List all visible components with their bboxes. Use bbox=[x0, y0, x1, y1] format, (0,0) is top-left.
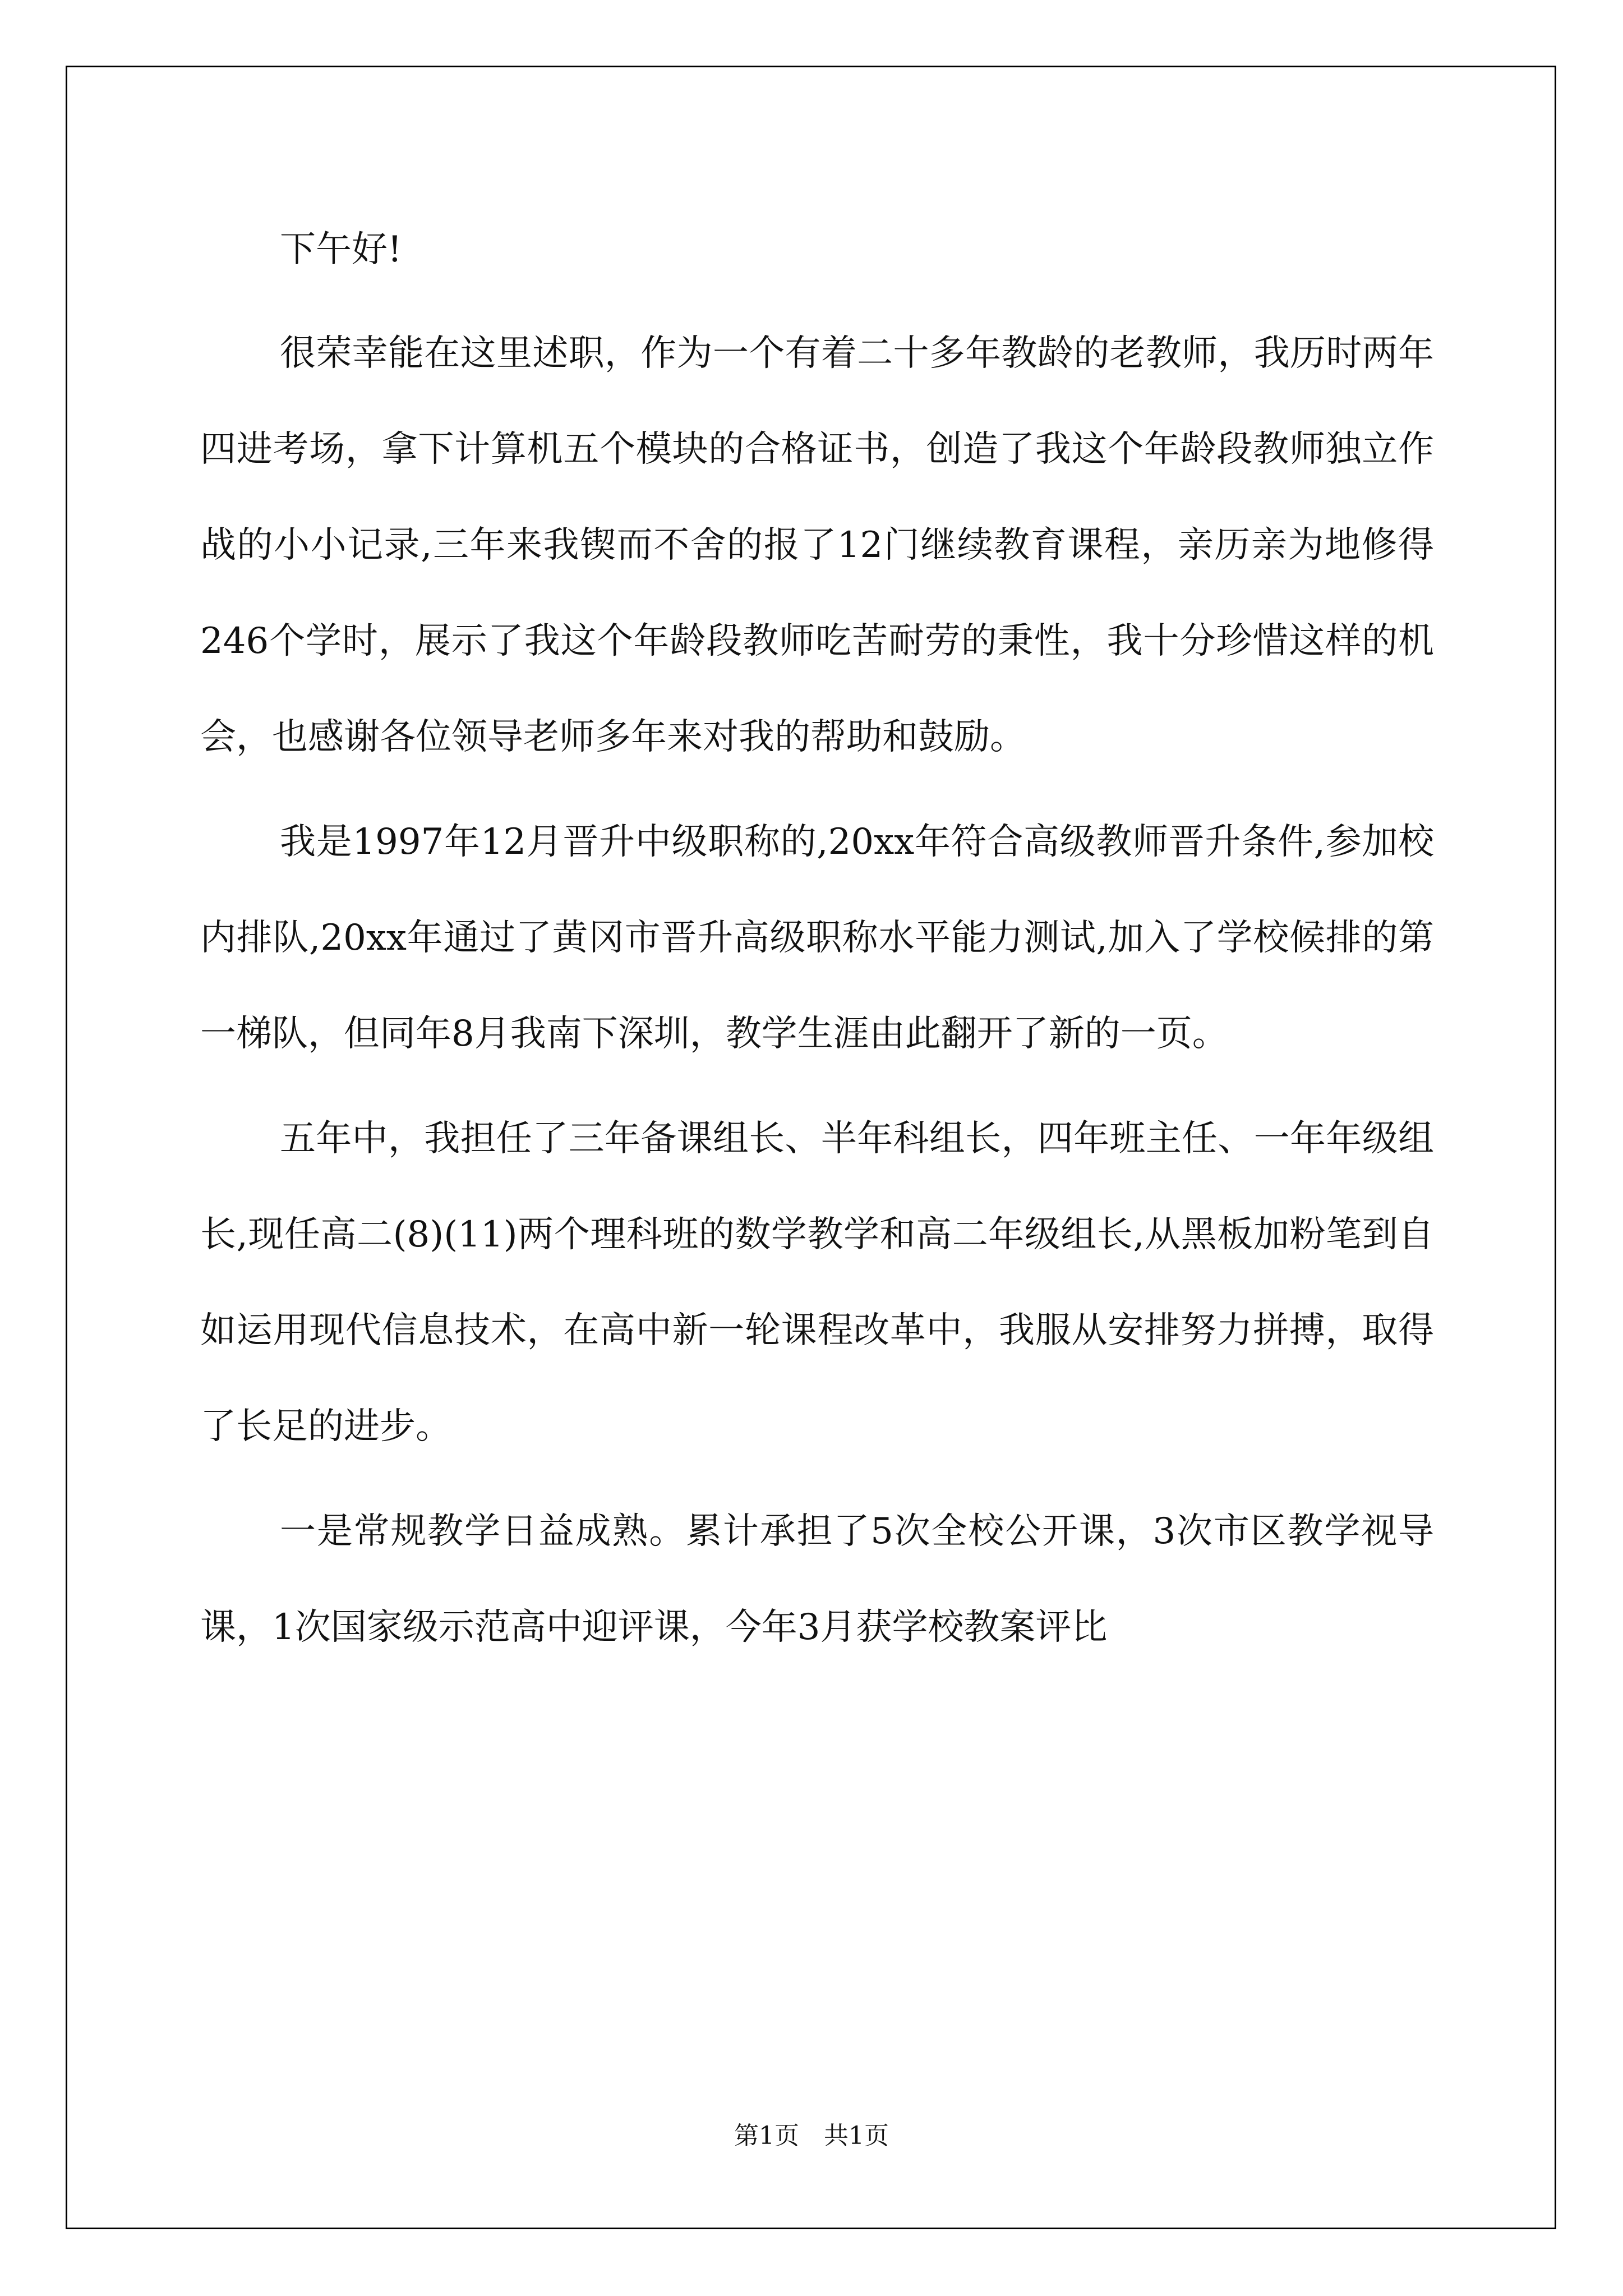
page-number-footer: 第1页 共1页 bbox=[734, 2122, 889, 2150]
greeting-paragraph: 下午好! bbox=[280, 229, 402, 270]
document-body bbox=[200, 202, 1434, 1685]
paragraph: 我是1997年12月晋升中级职称的,20xx年符合高级教师晋升条件,参加校内排队,20xx年通过了黄冈市晋升高级职称水平能力测试,加入了学校候排的第一梯队，但同年8月我南下深圳，教学生涯由此翻开了新的一页。 bbox=[200, 821, 1434, 1055]
paragraph: 五年中，我担任了三年备课组长、半年科组长，四年班主任、一年年级组长,现任高二(8)(11)两个理科班的数学教学和高二年级组长,从黑板加粉笔到自如运用现代信息技术，在高中新一轮课程改革中，我服从安排努力拼搏，取得了长足的进步。 bbox=[200, 1118, 1434, 1447]
paragraph: 一是常规教学日益成熟。累计承担了5次全校公开课，3次市区教学视导课，1次国家级示范高中迎评课，今年3月获学校教案评比 bbox=[200, 1511, 1434, 1648]
paragraph: 很荣幸能在这里述职，作为一个有着二十多年教龄的老教师，我历时两年四进考场，拿下计算机五个模块的合格证书，创造了我这个年龄段教师独立作战的小小记录,三年来我锲而不舍的报了12门继续教育课程，亲历亲为地修得246个学时，展示了我这个年龄段教师吃苦耐劳的秉性，我十分珍惜这样的机会，也感谢各位领导老师多年来对我的帮助和鼓励。 bbox=[200, 333, 1434, 758]
